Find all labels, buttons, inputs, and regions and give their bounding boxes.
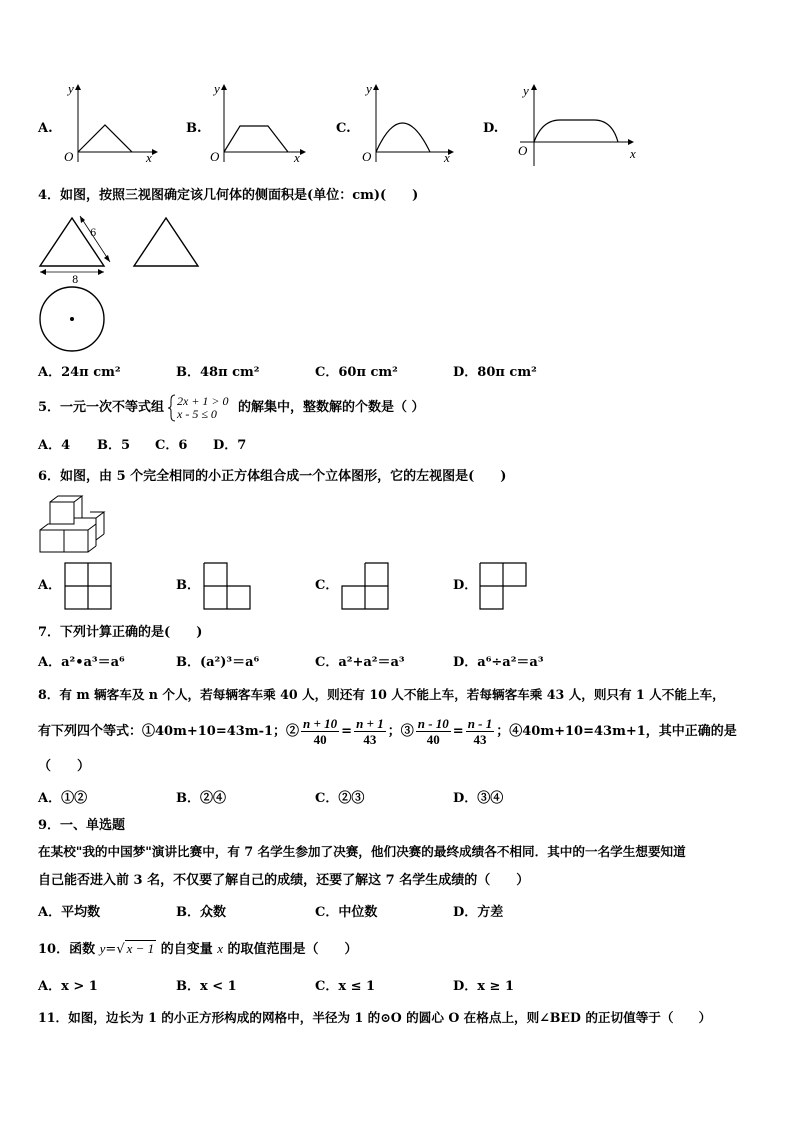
- q7-option-c[interactable]: C．a²+a²＝a³: [315, 655, 405, 670]
- q3-c-origin: O: [362, 149, 372, 164]
- q8-line-2-prefix: 有下列四个等式：①40m+10=43m-1；②: [38, 724, 300, 739]
- q3-c-y-label: y: [366, 81, 372, 96]
- q3-b-y-label: y: [214, 81, 220, 96]
- q5-option-a[interactable]: A．4: [38, 438, 71, 453]
- q10-stem: [38, 940, 358, 959]
- q8-fraction-1: [301, 716, 339, 747]
- q5-option-c[interactable]: C．6: [155, 438, 188, 453]
- q8-sep-3: ；③: [387, 724, 414, 739]
- q7-option-a[interactable]: A．a²•a³＝a⁶: [38, 655, 125, 670]
- q3-graph-c: [358, 80, 468, 170]
- q10-func-y: y: [99, 941, 106, 956]
- q6-option-d-figure[interactable]: [479, 562, 529, 612]
- q10-option-a[interactable]: A．x > 1: [38, 979, 98, 994]
- q3-graph-d: [516, 82, 640, 172]
- q9-line-2: 自己能否进入前 3 名，不仅要了解自己的成绩，还要了解这 7 名学生成绩的（ ）: [38, 873, 530, 888]
- q11-stem: 11．如图，边长为 1 的小正方形构成的网格中，半径为 1 的⊙O 的圆心 O 在格点上，则∠BED 的正切值等于（ ）: [38, 1010, 712, 1025]
- q8-line-3: （ ）: [38, 759, 91, 774]
- q3-option-a-letter[interactable]: A.: [38, 121, 53, 136]
- q7-stem: 7．下列计算正确的是( ): [38, 625, 203, 640]
- q10-option-d[interactable]: D．x ≥ 1: [453, 979, 515, 994]
- q8-line-2-suffix: ；④40m+10=43m+1，其中正确的是: [496, 724, 737, 739]
- q8-line-1: 8．有 m 辆客车及 n 个人，若每辆客车乘 40 人，则还有 10 人不能上车，若每辆客车乘 43 人，则只有 1 人不能上车，: [38, 687, 725, 702]
- q7-option-d[interactable]: D．a⁶÷a²＝a³: [453, 655, 544, 670]
- q5-inequality-2: x - 5 ≤ 0: [177, 407, 217, 421]
- q8-fraction-4: [466, 716, 495, 747]
- q9-heading: 9．一、单选题: [38, 818, 126, 833]
- q5-brace: [168, 394, 176, 422]
- q10-option-c[interactable]: C．x ≤ 1: [315, 979, 376, 994]
- q4-option-c[interactable]: C．60π cm²: [315, 365, 398, 380]
- q8-fraction-2-den: 43: [363, 732, 377, 747]
- q4-front-view: [36, 212, 116, 282]
- q3-option-d-letter[interactable]: D.: [483, 121, 499, 136]
- q7-option-b[interactable]: B．(a²)³＝a⁶: [176, 655, 260, 670]
- q10-var: x: [217, 941, 224, 956]
- q8-fraction-1-den: 40: [313, 732, 327, 747]
- q9-line-1: 在某校"我的中国梦"演讲比赛中，有 7 名学生参加了决赛，他们决赛的最终成绩各不相同．其中的一名学生想要知道: [38, 844, 686, 859]
- q4-top-view: [38, 286, 108, 356]
- q6-option-a-figure[interactable]: [64, 562, 114, 612]
- q9-option-a[interactable]: A．平均数: [38, 905, 101, 920]
- q8-fraction-2-num: n + 1: [356, 716, 384, 731]
- q6-option-a[interactable]: A．: [38, 578, 62, 593]
- q4-dim-side: 6: [90, 228, 97, 239]
- q4-option-d[interactable]: D．80π cm²: [453, 365, 537, 380]
- q6-option-d[interactable]: D．: [453, 578, 478, 593]
- sqrt-icon: √: [116, 942, 125, 957]
- q9-option-b[interactable]: B．众数: [176, 905, 226, 920]
- q10-func-eq: =: [105, 942, 117, 957]
- q10-suffix: 的自变量: [160, 942, 213, 957]
- q3-d-y-label: y: [523, 83, 529, 98]
- q8-option-c[interactable]: C．②③: [315, 791, 365, 806]
- q8-fraction-4-num: n - 1: [467, 716, 493, 731]
- q5-inequality-1: 2x + 1 > 0: [177, 394, 229, 408]
- q8-line-2: 有下列四个等式：①40m+10=43m-1；② $\frac{n + 10}{40}$ = $\frac{n + 1}{43}$ ；③ $\frac{n - 10}{40}$ = $\frac{n - 1}{43}$ ；④40m+10=43m+1，其中正确的是: [38, 716, 737, 747]
- q8-option-d[interactable]: D．③④: [453, 791, 504, 806]
- q3-a-y-label: y: [68, 81, 74, 96]
- q8-fraction-2: [354, 716, 386, 747]
- q8-fraction-1-num: n + 10: [303, 716, 338, 731]
- q4-dim-base: 8: [72, 275, 79, 286]
- q6-option-b[interactable]: B．: [176, 578, 200, 593]
- q5-stem-prefix: 5．一元一次不等式组: [38, 400, 165, 415]
- q3-d-x-label: x: [630, 146, 636, 161]
- q4-side-view: [130, 212, 210, 272]
- q6-option-c-figure[interactable]: [341, 562, 391, 612]
- q6-cube-figure: [38, 494, 110, 556]
- q3-graph-a: [60, 80, 170, 170]
- q6-stem: 6．如图，由 5 个完全相同的小正方体组合成一个立体图形，它的左视图是( ): [38, 469, 507, 484]
- q3-option-b-letter[interactable]: B.: [186, 121, 202, 136]
- q8-fraction-4-den: 43: [473, 732, 487, 747]
- q8-fraction-3: [416, 716, 451, 747]
- q9-option-d[interactable]: D．方差: [453, 905, 504, 920]
- q3-a-origin: O: [64, 149, 74, 164]
- q5-option-d[interactable]: D．7: [213, 438, 247, 453]
- q10-option-b[interactable]: B．x < 1: [176, 979, 237, 994]
- q5-option-b[interactable]: B．5: [97, 438, 131, 453]
- q4-option-b[interactable]: B．48π cm²: [176, 365, 260, 380]
- q5-stem-suffix: 的解集中，整数解的个数是（ ）: [238, 400, 425, 415]
- q10-radicand: x − 1: [126, 941, 155, 956]
- q4-stem: 4．如图，按照三视图确定该几何体的侧面积是(单位：cm)( ): [38, 188, 419, 203]
- q8-fraction-3-den: 40: [426, 732, 440, 747]
- q3-d-origin: O: [518, 143, 528, 158]
- q9-option-c[interactable]: C．中位数: [315, 905, 378, 920]
- q10-suffix-2: 的取值范围是（ ）: [227, 942, 358, 957]
- q4-option-a[interactable]: A．24π cm²: [38, 365, 121, 380]
- q10-prefix: 10．函数: [38, 942, 96, 957]
- q3-b-origin: O: [210, 149, 220, 164]
- q8-fraction-3-num: n - 10: [417, 716, 449, 731]
- q3-option-c-letter[interactable]: C.: [336, 121, 351, 136]
- q3-c-x-label: x: [444, 150, 450, 165]
- q3-b-x-label: x: [294, 150, 300, 165]
- q3-a-x-label: x: [146, 150, 152, 165]
- q6-option-b-figure[interactable]: [203, 562, 253, 612]
- q8-option-a[interactable]: A．①②: [38, 791, 88, 806]
- q6-option-c[interactable]: C．: [315, 578, 339, 593]
- q8-option-b[interactable]: B．②④: [176, 791, 226, 806]
